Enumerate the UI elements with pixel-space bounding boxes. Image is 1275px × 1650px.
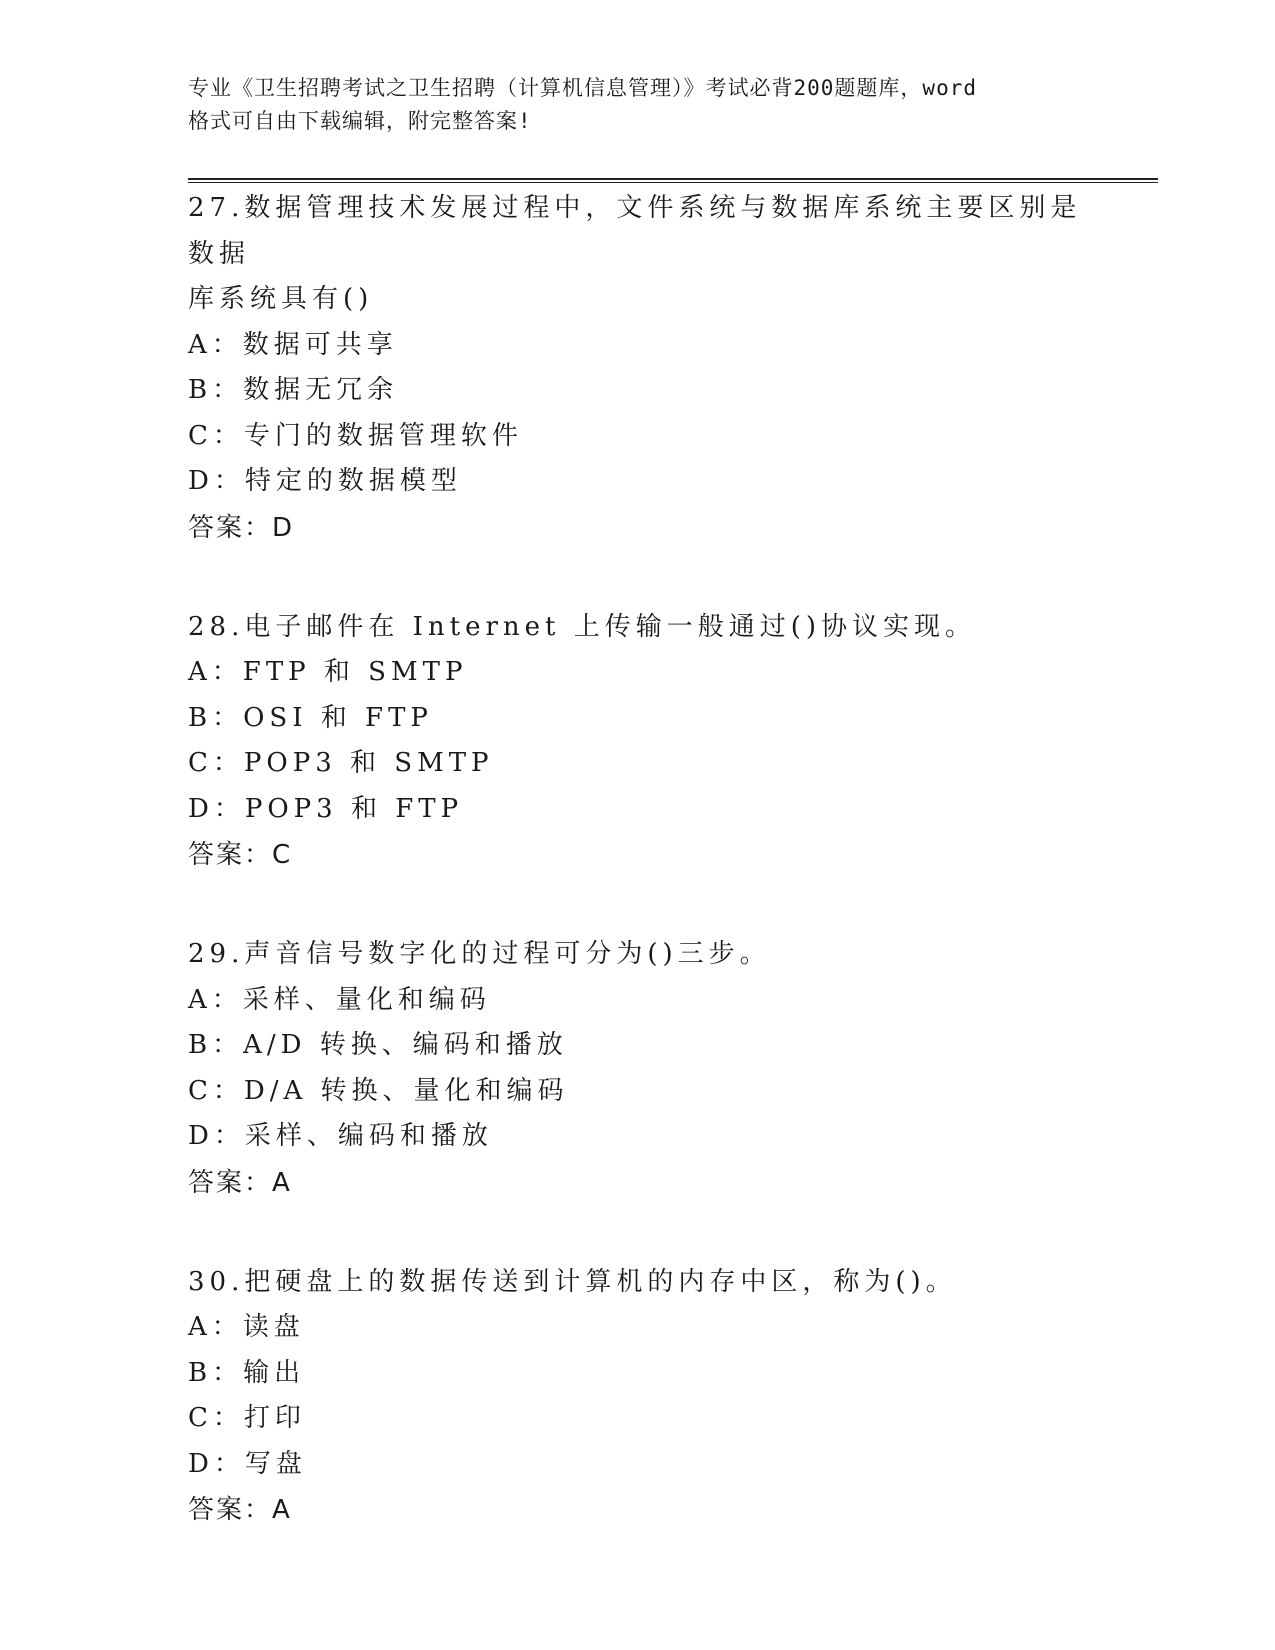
question-list <box>188 186 1088 1587</box>
option-d: D：采样、编码和播放 <box>188 1121 493 1151</box>
question-text: 29.声音信号数字化的过程可分为()三步。 <box>188 939 771 969</box>
option-b: B：A/D 转换、编码和播放 <box>188 1030 568 1060</box>
header-divider <box>188 178 1158 183</box>
option-a: A：数据可共享 <box>188 329 398 360</box>
question-28 <box>188 605 1088 879</box>
option-d: D：特定的数据模型 <box>188 466 462 496</box>
option-b: B：输出 <box>188 1357 306 1388</box>
answer-label: 答案：D <box>188 512 295 543</box>
header-line-1: 专业《卫生招聘考试之卫生招聘（计算机信息管理）》考试必背200题题库，word <box>188 76 977 100</box>
answer-label: 答案：A <box>188 1495 292 1525</box>
answer-label: 答案：A <box>188 1167 292 1198</box>
question-text: 28.电子邮件在 Internet 上传输一般通过()协议实现。 <box>188 611 977 642</box>
document-header <box>188 72 1108 138</box>
option-c: C：POP3 和 SMTP <box>188 748 494 778</box>
option-d: D：写盘 <box>188 1448 307 1479</box>
question-text: 27.数据管理技术发展过程中，文件系统与数据库系统主要区别是数据 <box>188 193 1082 269</box>
option-a: A：读盘 <box>188 1312 305 1342</box>
option-c: C：专门的数据管理软件 <box>188 420 523 451</box>
option-b: B：数据无冗余 <box>188 375 399 405</box>
question-text-continued: 库系统具有() <box>188 284 374 314</box>
option-d: D：POP3 和 FTP <box>188 793 464 824</box>
question-30 <box>188 1260 1088 1534</box>
question-27 <box>188 186 1088 551</box>
option-a: A：FTP 和 SMTP <box>188 657 468 687</box>
question-29 <box>188 932 1088 1206</box>
option-c: C：D/A 转换、量化和编码 <box>188 1075 569 1106</box>
question-text: 30.把硬盘上的数据传送到计算机的内存中区，称为()。 <box>188 1266 957 1297</box>
option-a: A：采样、量化和编码 <box>188 984 491 1015</box>
option-c: C：打印 <box>188 1403 306 1433</box>
option-b: B：OSI 和 FTP <box>188 702 433 733</box>
document-page <box>188 0 1158 1650</box>
answer-label: 答案：C <box>188 840 293 870</box>
header-line-2: 格式可自由下载编辑，附完整答案! <box>188 109 532 133</box>
